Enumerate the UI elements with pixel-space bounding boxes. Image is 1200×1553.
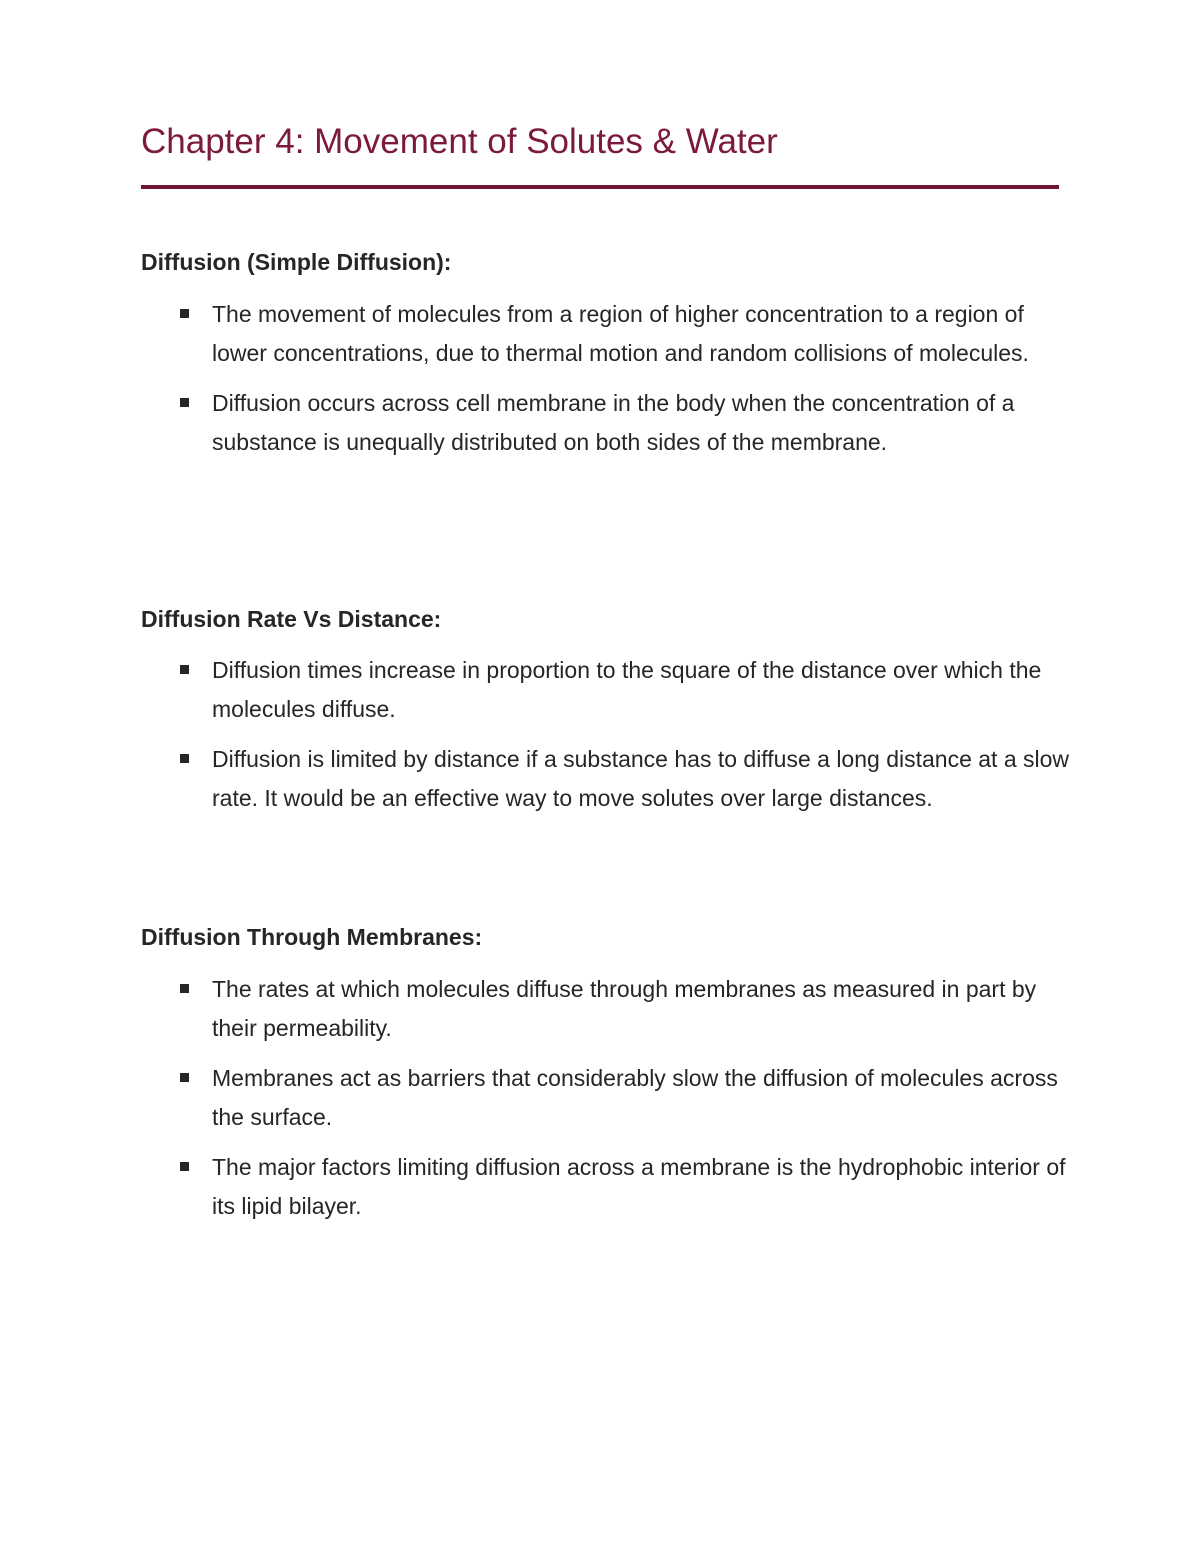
bullet-item bbox=[141, 970, 1071, 1048]
bullet-text: Membranes act as barriers that considerably slow the diffusion of molecules across the surface. bbox=[212, 1065, 1058, 1130]
title-divider bbox=[141, 185, 1059, 189]
section-diffusion-through-membranes bbox=[141, 920, 1071, 1226]
bullet-text: Diffusion occurs across cell membrane in the body when the concentration of a substance is unequally distributed on both sides of the membrane. bbox=[212, 390, 1015, 455]
bullet-item bbox=[141, 384, 1071, 462]
bullet-item bbox=[141, 651, 1071, 729]
bullet-item bbox=[141, 1059, 1071, 1137]
section-simple-diffusion bbox=[141, 245, 1071, 462]
section-heading: Diffusion (Simple Diffusion): bbox=[141, 249, 452, 275]
bullet-item bbox=[141, 295, 1071, 373]
square-bullet-icon bbox=[180, 1073, 189, 1082]
bullet-item bbox=[141, 740, 1071, 818]
section-heading: Diffusion Through Membranes: bbox=[141, 924, 483, 950]
bullet-list bbox=[141, 651, 1071, 818]
bullet-text: Diffusion times increase in proportion to the square of the distance over which the molecules diffuse. bbox=[212, 657, 1042, 722]
bullet-text: Diffusion is limited by distance if a substance has to diffuse a long distance at a slow rate. It would be an effective way to move solutes over large distances. bbox=[212, 746, 1070, 811]
square-bullet-icon bbox=[180, 984, 189, 993]
square-bullet-icon bbox=[180, 398, 189, 407]
bullet-item bbox=[141, 1148, 1071, 1226]
section-diffusion-rate-vs-distance bbox=[141, 602, 1071, 818]
square-bullet-icon bbox=[180, 754, 189, 763]
bullet-text: The major factors limiting diffusion across a membrane is the hydrophobic interior of its lipid bilayer. bbox=[212, 1154, 1066, 1219]
square-bullet-icon bbox=[180, 665, 189, 674]
page-title: Chapter 4: Movement of Solutes & Water bbox=[141, 122, 778, 161]
bullet-list bbox=[141, 970, 1071, 1226]
bullet-text: The movement of molecules from a region of higher concentration to a region of lower concentrations, due to thermal motion and random collisions of molecules. bbox=[212, 301, 1029, 366]
square-bullet-icon bbox=[180, 309, 189, 318]
section-heading: Diffusion Rate Vs Distance: bbox=[141, 606, 442, 632]
bullet-list bbox=[141, 295, 1071, 462]
bullet-text: The rates at which molecules diffuse through membranes as measured in part by their permeability. bbox=[212, 976, 1037, 1041]
square-bullet-icon bbox=[180, 1162, 189, 1171]
